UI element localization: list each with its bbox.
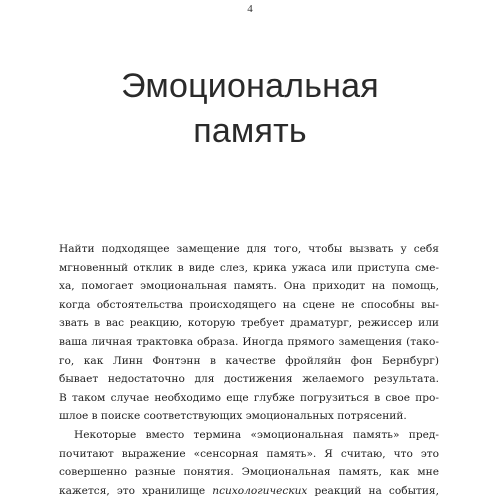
chapter-title-line-1: Эмоциональная — [121, 67, 379, 105]
chapter-title — [0, 64, 500, 154]
text-line: звать в вас реакцию, которую требует драматург, режиссер или — [59, 317, 439, 330]
italic-word: психологических — [212, 484, 308, 497]
text-segment: кажется, это хранилище — [59, 484, 206, 497]
body-text — [59, 240, 439, 500]
page-number: 4 — [247, 3, 253, 15]
text-line: В таком случае необходимо еще глубже погрузиться в свое про- — [59, 391, 439, 404]
text-line: го, как Линн Фонтэнн в качестве фройляйн фон Бернбург) — [59, 354, 439, 367]
text-line: бывает недостаточно для достижения желаемого результата. — [59, 373, 439, 386]
chapter-title-line-2: память — [193, 112, 307, 150]
text-line: ха, помогает эмоциональная память. Она приходит на помощь, — [59, 280, 439, 293]
text-segment: реакций на события, — [314, 484, 439, 497]
text-line: мгновенный отклик в виде слез, крика ужаса или приступа сме- — [59, 261, 439, 274]
text-line: шлое в поиске соответствующих эмоциональных потрясений. — [59, 410, 407, 423]
text-line: Некоторые вместо термина «эмоциональная память» пред- — [74, 428, 439, 441]
text-line: совершенно разные понятия. Эмоциональная память, как мне — [59, 466, 439, 479]
text-line: Найти подходящее замещение для того, чтобы вызвать у себя — [59, 243, 439, 255]
text-line-mixed — [59, 482, 439, 500]
text-line: когда обстоятельства происходящего на сцене не способны вы- — [59, 298, 439, 311]
text-line: ваша личная трактовка образа. Иногда прямого замещения (тако- — [59, 335, 439, 348]
text-line: почитают выражение «сенсорная память». Я считаю, что это — [59, 447, 439, 460]
